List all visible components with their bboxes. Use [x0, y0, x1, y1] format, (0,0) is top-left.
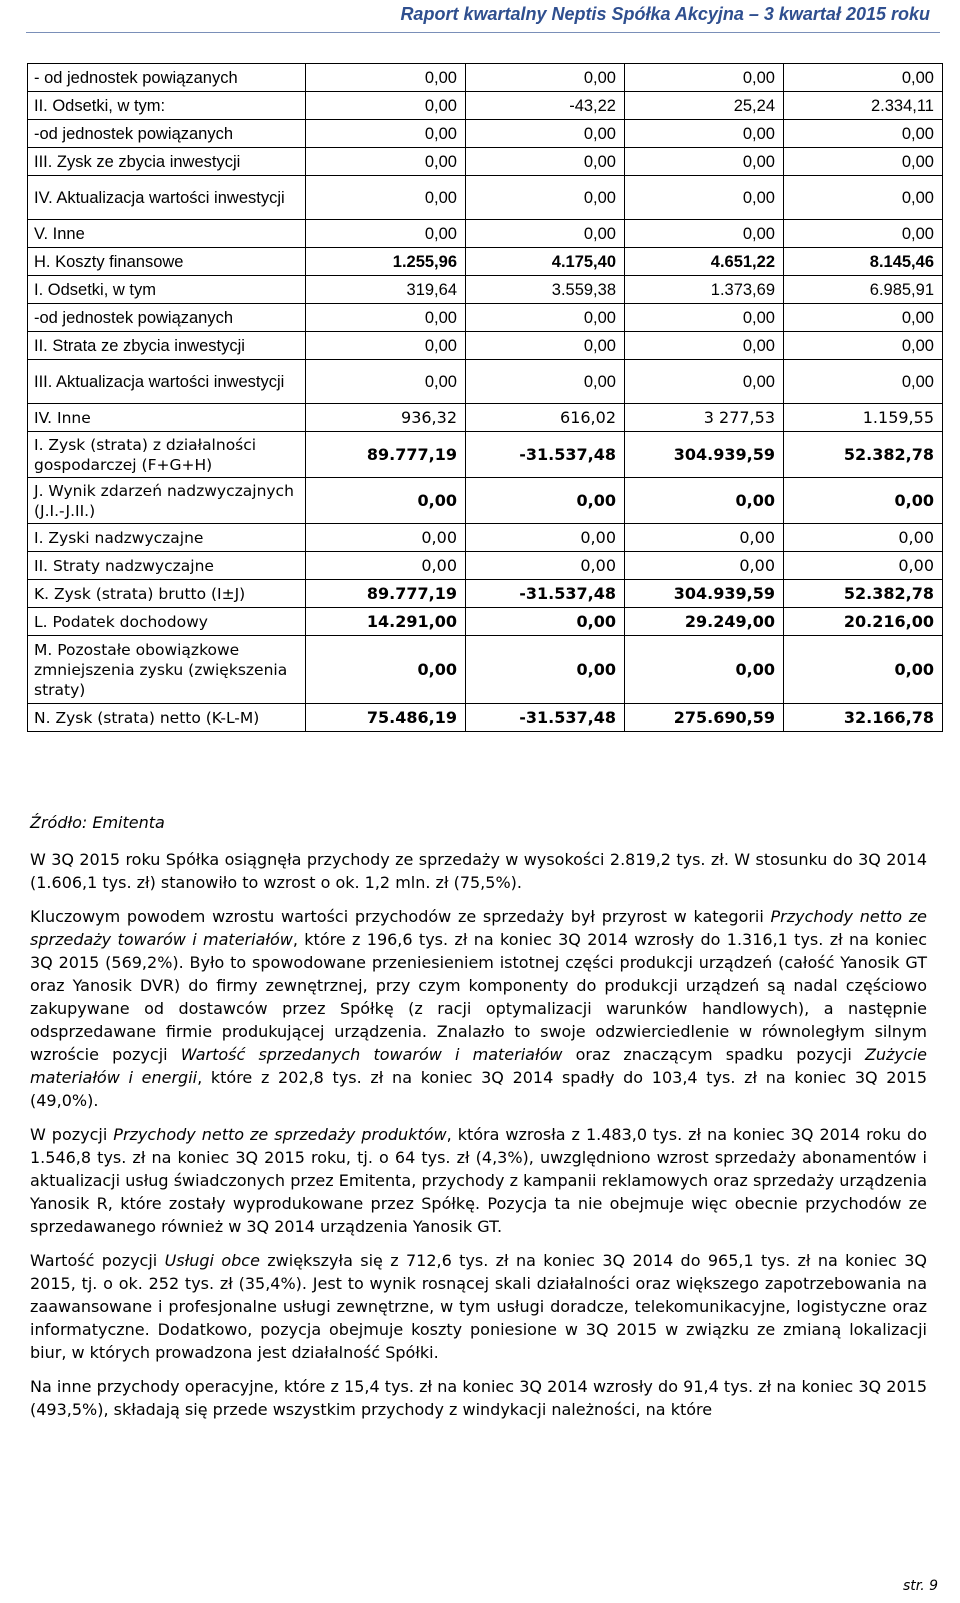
cell-value: 89.777,19 [306, 580, 466, 608]
row-label: M. Pozostałe obowiązkowe zmniejszenia zysku (zwiększenia straty) [28, 636, 306, 704]
cell-value: 0,00 [306, 148, 466, 176]
cell-value: 0,00 [306, 220, 466, 248]
financial-table [27, 63, 943, 732]
body-text [30, 848, 927, 1432]
cell-value: 0,00 [625, 332, 784, 360]
cell-value: 0,00 [466, 304, 625, 332]
table-row [28, 704, 943, 732]
table-source-note: Źródło: Emitenta [30, 813, 165, 832]
cell-value: 0,00 [625, 120, 784, 148]
cell-value: 0,00 [625, 524, 784, 552]
row-label: N. Zysk (strata) netto (K-L-M) [28, 704, 306, 732]
cell-value: 52.382,78 [784, 432, 943, 478]
table-row [28, 552, 943, 580]
table-row [28, 332, 943, 360]
cell-value: 0,00 [625, 220, 784, 248]
cell-value: 0,00 [466, 148, 625, 176]
cell-value: 75.486,19 [306, 704, 466, 732]
table-row [28, 432, 943, 478]
header-divider [26, 32, 940, 33]
cell-value: 0,00 [306, 636, 466, 704]
paragraph [30, 905, 927, 1112]
text-run: Wartość pozycji [30, 1251, 165, 1270]
cell-value: 0,00 [625, 148, 784, 176]
row-label: II. Strata ze zbycia inwestycji [28, 332, 306, 360]
table-row [28, 220, 943, 248]
row-label: I. Odsetki, w tym [28, 276, 306, 304]
row-label: III. Aktualizacja wartości inwestycji [28, 360, 306, 404]
cell-value: 0,00 [466, 552, 625, 580]
table-row [28, 176, 943, 220]
table-row [28, 404, 943, 432]
text-run: oraz znaczącym spadku pozycji [562, 1045, 865, 1064]
cell-value: 52.382,78 [784, 580, 943, 608]
cell-value: 0,00 [306, 120, 466, 148]
report-header-title: Raport kwartalny Neptis Spółka Akcyjna – 3 kwartał 2015 roku [400, 4, 930, 24]
cell-value: 1.373,69 [625, 276, 784, 304]
row-label: -od jednostek powiązanych [28, 304, 306, 332]
cell-value: 0,00 [625, 636, 784, 704]
text-run: zwiększyła się z 712,6 tys. zł na koniec 3Q 2014 do 965,1 tys. zł na koniec 3Q 2015, tj. o ok. 252 tys. zł (35,4%). Jest to wynik rosnącej skali działalności oraz większego zapotrzebowania na zaawansowane i profesjonalne usługi zewnętrzne, w tym usługi doradcze, telekomunikacyjne, logistyczne oraz informatyczne. Dodatkowo, pozycja obejmuje koszty poniesione w 3Q 2015 w związku ze zmianą lokalizacji biur, w których prowadzona jest działalność Spółki. [30, 1251, 927, 1362]
row-label: H. Koszty finansowe [28, 248, 306, 276]
cell-value: 0,00 [625, 360, 784, 404]
cell-value: 0,00 [466, 332, 625, 360]
cell-value: 3 277,53 [625, 404, 784, 432]
text-run: Na inne przychody operacyjne, które z 15,4 tys. zł na koniec 3Q 2014 wzrosły do 91,4 tys. zł na koniec 3Q 2015 (493,5%), składają się przede wszystkim przychody z windykacji należności, na które [30, 1377, 927, 1419]
table-row [28, 608, 943, 636]
cell-value: 0,00 [306, 524, 466, 552]
text-run: W pozycji [30, 1125, 114, 1144]
row-label: I. Zyski nadzwyczajne [28, 524, 306, 552]
cell-value: 0,00 [466, 176, 625, 220]
cell-value: 1.255,96 [306, 248, 466, 276]
table-row [28, 580, 943, 608]
cell-value: 4.175,40 [466, 248, 625, 276]
table-row [28, 524, 943, 552]
cell-value: 0,00 [625, 478, 784, 524]
cell-value: -31.537,48 [466, 432, 625, 478]
row-label: J. Wynik zdarzeń nadzwyczajnych (J.I.-J.II.) [28, 478, 306, 524]
cell-value: 0,00 [466, 524, 625, 552]
cell-value: 2.334,11 [784, 92, 943, 120]
italic-term: Przychody netto ze sprzedaży towarów i materiałów [30, 907, 927, 949]
cell-value: 0,00 [784, 220, 943, 248]
row-label: V. Inne [28, 220, 306, 248]
cell-value: 0,00 [466, 478, 625, 524]
italic-term: Usługi obce [164, 1251, 260, 1270]
cell-value: -31.537,48 [466, 580, 625, 608]
cell-value: 0,00 [466, 636, 625, 704]
table-row [28, 64, 943, 92]
cell-value: 0,00 [306, 64, 466, 92]
italic-term: Wartość sprzedanych towarów i materiałów [180, 1045, 563, 1064]
cell-value: 0,00 [784, 552, 943, 580]
cell-value: 0,00 [784, 120, 943, 148]
row-label: IV. Inne [28, 404, 306, 432]
cell-value: 0,00 [784, 636, 943, 704]
row-label: II. Straty nadzwyczajne [28, 552, 306, 580]
row-label: K. Zysk (strata) brutto (I±J) [28, 580, 306, 608]
cell-value: 4.651,22 [625, 248, 784, 276]
cell-value: 0,00 [784, 64, 943, 92]
table-row [28, 360, 943, 404]
cell-value: 304.939,59 [625, 432, 784, 478]
cell-value: 0,00 [306, 552, 466, 580]
cell-value: 0,00 [306, 176, 466, 220]
cell-value: 0,00 [784, 176, 943, 220]
cell-value: 3.559,38 [466, 276, 625, 304]
cell-value: 936,32 [306, 404, 466, 432]
row-label: II. Odsetki, w tym: [28, 92, 306, 120]
cell-value: 6.985,91 [784, 276, 943, 304]
cell-value: 20.216,00 [784, 608, 943, 636]
cell-value: 0,00 [625, 304, 784, 332]
row-label: -od jednostek powiązanych [28, 120, 306, 148]
cell-value: 0,00 [466, 608, 625, 636]
cell-value: 0,00 [466, 120, 625, 148]
cell-value: 0,00 [306, 332, 466, 360]
table-row [28, 636, 943, 704]
cell-value: 8.145,46 [784, 248, 943, 276]
cell-value: -31.537,48 [466, 704, 625, 732]
table-row [28, 304, 943, 332]
cell-value: 25,24 [625, 92, 784, 120]
paragraph [30, 848, 927, 894]
paragraph [30, 1375, 927, 1421]
table-row [28, 276, 943, 304]
table-row [28, 148, 943, 176]
row-label: I. Zysk (strata) z działalności gospodarczej (F+G+H) [28, 432, 306, 478]
row-label: - od jednostek powiązanych [28, 64, 306, 92]
italic-term: Zużycie materiałów i energii [30, 1045, 928, 1087]
table-row [28, 92, 943, 120]
cell-value: 304.939,59 [625, 580, 784, 608]
table-row [28, 478, 943, 524]
text-run: W 3Q 2015 roku Spółka osiągnęła przychody ze sprzedaży w wysokości 2.819,2 tys. zł. W stosunku do 3Q 2014 (1.606,1 tys. zł) stanowiło to wzrost o ok. 1,2 mln. zł (75,5%). [30, 850, 927, 892]
cell-value: 0,00 [625, 64, 784, 92]
cell-value: 0,00 [784, 524, 943, 552]
paragraph [30, 1249, 927, 1364]
cell-value: 319,64 [306, 276, 466, 304]
table-row [28, 248, 943, 276]
table-row [28, 120, 943, 148]
cell-value: 0,00 [625, 176, 784, 220]
cell-value: 0,00 [306, 92, 466, 120]
row-label: L. Podatek dochodowy [28, 608, 306, 636]
text-run: , które z 202,8 tys. zł na koniec 3Q 2014 spadły do 103,4 tys. zł na koniec 3Q 2015 (49,0%). [30, 1068, 928, 1110]
cell-value: 29.249,00 [625, 608, 784, 636]
cell-value: 616,02 [466, 404, 625, 432]
text-run: , która wzrosła z 1.483,0 tys. zł na koniec 3Q 2014 roku do 1.546,8 tys. zł na koniec 3Q 2015 roku, tj. o 64 tys. zł (4,3%), uwzględniono wzrost sprzedaży abonamentów i aktualizacji usług świadczonych przez Emitenta, przychody z kampanii reklamowych oraz sprzedaży urządzenia Yanosik R, które zostały wyprodukowane przez Spółkę. Pozycja ta nie obejmuje więc obecnie przychodów ze sprzedawanego również w 3Q 2014 urządzenia Yanosik GT. [30, 1125, 928, 1236]
cell-value: 0,00 [306, 478, 466, 524]
cell-value: 89.777,19 [306, 432, 466, 478]
cell-value: 0,00 [784, 148, 943, 176]
row-label: III. Zysk ze zbycia inwestycji [28, 148, 306, 176]
italic-term: Przychody netto ze sprzedaży produktów [113, 1125, 447, 1144]
cell-value: 0,00 [784, 304, 943, 332]
cell-value: -43,22 [466, 92, 625, 120]
cell-value: 0,00 [306, 360, 466, 404]
row-label: IV. Aktualizacja wartości inwestycji [28, 176, 306, 220]
page-number: str. 9 [902, 1578, 938, 1594]
cell-value: 0,00 [784, 332, 943, 360]
paragraph [30, 1123, 927, 1238]
cell-value: 14.291,00 [306, 608, 466, 636]
cell-value: 0,00 [306, 304, 466, 332]
cell-value: 32.166,78 [784, 704, 943, 732]
text-run: , które z 196,6 tys. zł na koniec 3Q 2014 wzrosły do 1.316,1 tys. zł na koniec 3Q 2015 (569,2%). Było to spowodowane przeniesieniem istotnej części produkcji urządzeń (całość Yanosik GT oraz Yanosik DVR) do firmy zewnętrznej, przy czym komponenty do produkcji urządzeń są nadal częściowo zakupywane od dostawców przez Spółkę (z racji optymalizacji warunków handlowych), a następnie odsprzedawane firmie produkującej urządzenia. Znalazło to swoje odzwierciedlenie w równoległym silnym wzroście pozycji [30, 930, 927, 1064]
cell-value: 0,00 [466, 220, 625, 248]
text-run: Kluczowym powodem wzrostu wartości przychodów ze sprzedaży był przyrost w kategorii [30, 907, 771, 926]
cell-value: 0,00 [466, 360, 625, 404]
cell-value: 0,00 [625, 552, 784, 580]
cell-value: 0,00 [466, 64, 625, 92]
cell-value: 1.159,55 [784, 404, 943, 432]
cell-value: 275.690,59 [625, 704, 784, 732]
cell-value: 0,00 [784, 478, 943, 524]
cell-value: 0,00 [784, 360, 943, 404]
